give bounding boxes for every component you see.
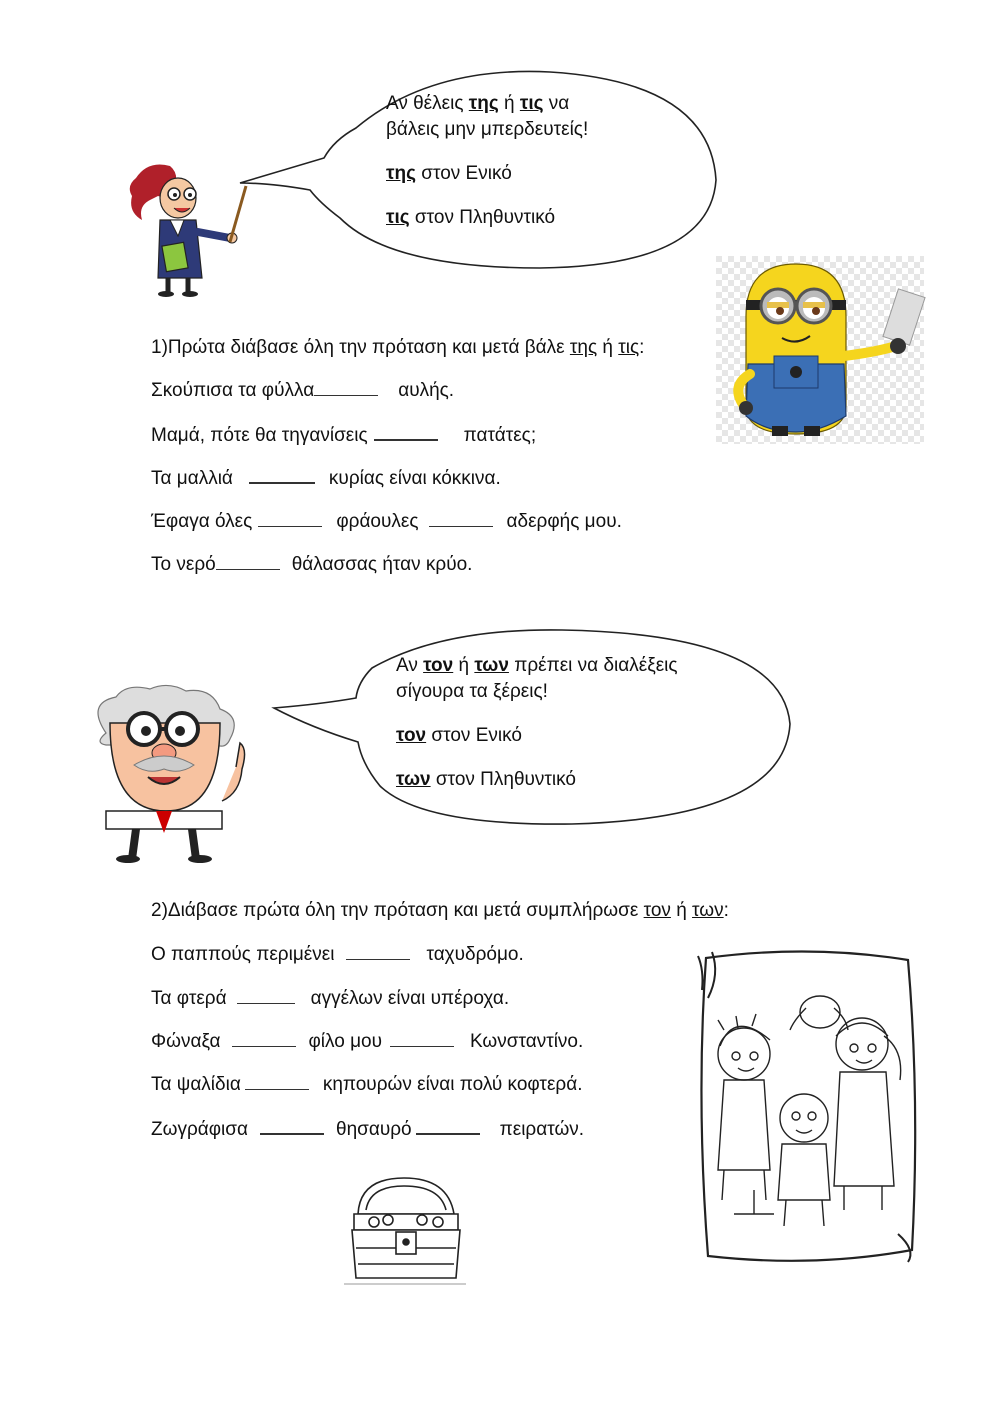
answer-blank[interactable]: [249, 466, 315, 484]
teacher-illustration: [118, 160, 248, 300]
bubble-1-text: [386, 91, 588, 231]
exercise-2-sentence-2: Τα φτερά αγγέλων είναι υπέροχα.: [151, 988, 510, 1009]
answer-blank[interactable]: [237, 987, 295, 1004]
bubble-2-text: [396, 653, 678, 793]
rule-singular-ton: τον στον Ενικό: [396, 725, 522, 746]
exercise-1-sentence-5: Το νερό θάλασσας ήταν κρύο.: [151, 554, 473, 575]
rule-plural-tis: τις στον Πληθυντικό: [386, 207, 556, 228]
exercise-1-sentence-1: Σκούπισα τα φύλλα αυλής.: [151, 380, 455, 401]
bubble-1-line-1: Αν θέλεις της ή τις να: [386, 93, 570, 114]
answer-blank[interactable]: [416, 1117, 480, 1135]
pirate-kids-illustration: [694, 950, 924, 1266]
exercise-1-sentence-3: Τα μαλλιά κυρίας είναι κόκκινα.: [151, 468, 501, 489]
answer-blank[interactable]: [258, 510, 322, 527]
answer-blank[interactable]: [429, 510, 493, 527]
answer-blank[interactable]: [232, 1030, 296, 1047]
answer-blank[interactable]: [390, 1030, 454, 1047]
treasure-chest-illustration: [344, 1174, 466, 1286]
bubble-1-line-2: βάλεις μην μπερδευτείς!: [386, 119, 589, 140]
exercise-1-sentence-4: Έφαγα όλες φράουλες αδερφής μου.: [151, 511, 622, 532]
bubble-2-line-1: Αν τον ή των πρέπει να διαλέξεις: [396, 655, 678, 676]
exercise-2-sentence-5: Ζωγράφισα θησαυρό πειρατών.: [151, 1119, 585, 1140]
answer-blank[interactable]: [260, 1117, 324, 1135]
rule-plural-ton: των στον Πληθυντικό: [396, 769, 576, 790]
answer-blank[interactable]: [314, 379, 378, 396]
minion-illustration: [716, 256, 924, 444]
rule-singular-tis: της στον Ενικό: [386, 163, 512, 184]
exercise-2-instruction: 2)Διάβασε πρώτα όλη την πρόταση και μετά συμπλήρωσε τον ή των:: [151, 900, 729, 921]
bubble-2-line-2: σίγουρα τα ξέρεις!: [396, 681, 548, 702]
exercise-2-sentence-3: Φώναξα φίλο μου Κωνσταντίνο.: [151, 1031, 584, 1052]
exercise-1-sentence-2: Μαμά, πότε θα τηγανίσεις πατάτες;: [151, 425, 537, 446]
answer-blank[interactable]: [216, 553, 280, 570]
answer-blank[interactable]: [346, 943, 410, 960]
answer-blank[interactable]: [374, 423, 438, 441]
exercise-2-sentence-1: Ο παππούς περιμένει ταχυδρόμο.: [151, 944, 524, 965]
answer-blank[interactable]: [245, 1073, 309, 1090]
professor-illustration: [76, 683, 256, 861]
exercise-2-sentence-4: Τα ψαλίδια κηπουρών είναι πολύ κοφτερά.: [151, 1074, 583, 1095]
exercise-1-instruction: 1)Πρώτα διάβασε όλη την πρόταση και μετά βάλε της ή τις:: [151, 337, 645, 358]
